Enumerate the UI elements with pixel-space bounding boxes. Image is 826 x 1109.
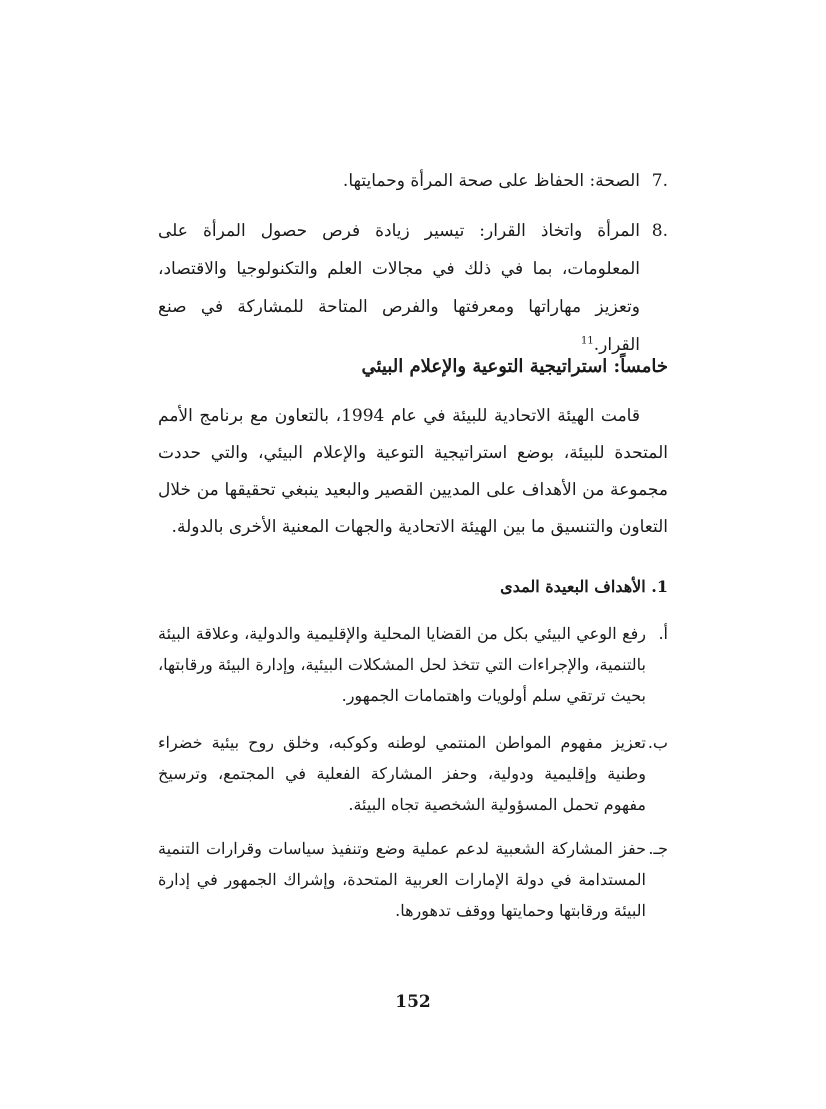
list-item-number: 8. <box>651 221 668 241</box>
intro-paragraph: قامت الهيئة الاتحادية للبيئة في عام 1994، بالتعاون مع برنامج الأمم المتحدة للبيئة، بوضع استراتيجية التوعية والإعلام البيئي، والتي حددت مجموعة من الأهداف على المديين القصير والبعيد ينبغي تحقيقها من خلال التعاون والتنسيق ما بين الهيئة الاتحادية والجهات المعنية الأخرى بالدولة. <box>158 406 668 537</box>
list-item-number: 7. <box>651 171 668 191</box>
list-item-text-container <box>158 212 640 364</box>
goal-text: حفز المشاركة الشعبية لدعم عملية وضع وتنفيذ سياسات وقرارات التنمية المستدامة في دولة الإمارات العربية المتحدة، وإشراك الجمهور في إدارة البيئة ورقابتها وحمايتها ووقف تدهورها. <box>158 839 646 920</box>
goal-item-a <box>158 618 668 711</box>
list-item-text: الصحة: الحفاظ على صحة المرأة وحمايتها. <box>342 171 640 191</box>
goal-text: تعزيز مفهوم المواطن المنتمي لوطنه وكوكبه، وخلق روح بيئية خضراء وطنية وإقليمية ودولية، وحفز المشاركة الفعلية في المجتمع، وترسيخ مفهوم تحمل المسؤولية الشخصية تجاه البيئة. <box>158 733 646 814</box>
goal-letter: ب. <box>647 733 668 752</box>
goal-item-b <box>158 727 668 820</box>
goal-item-c <box>158 833 668 926</box>
page-number: 152 <box>395 992 431 1012</box>
goal-text: رفع الوعي البيئي بكل من القضايا المحلية والإقليمية والدولية، وعلاقة البيئة بالتنمية، والإجراءات التي تتخذ لحل المشكلات البيئية، وإدارة البيئة ورقابتها، بحيث ترتقي سلم أولويات واهتمامات الجمهور. <box>158 624 646 705</box>
list-item-8 <box>158 212 668 364</box>
list-item-text: المرأة واتخاذ القرار: تيسير زيادة فرص حصول المرأة على المعلومات، بما في ذلك في مجالات العلم والتكنولوجيا والاقتصاد، وتعزيز مهاراتها ومعرفتها والفرص المتاحة للمشاركة في صنع القرار. <box>158 221 640 355</box>
list-item-7 <box>158 162 668 200</box>
subsection-heading: 1. الأهداف البعيدة المدى <box>500 577 668 596</box>
footnote-marker[interactable]: 11 <box>581 335 594 347</box>
section-heading: خامساً: استراتيجية التوعية والإعلام البيئي <box>361 356 668 377</box>
goal-letter: أ. <box>658 624 668 643</box>
goal-letter: جـ. <box>648 839 668 858</box>
